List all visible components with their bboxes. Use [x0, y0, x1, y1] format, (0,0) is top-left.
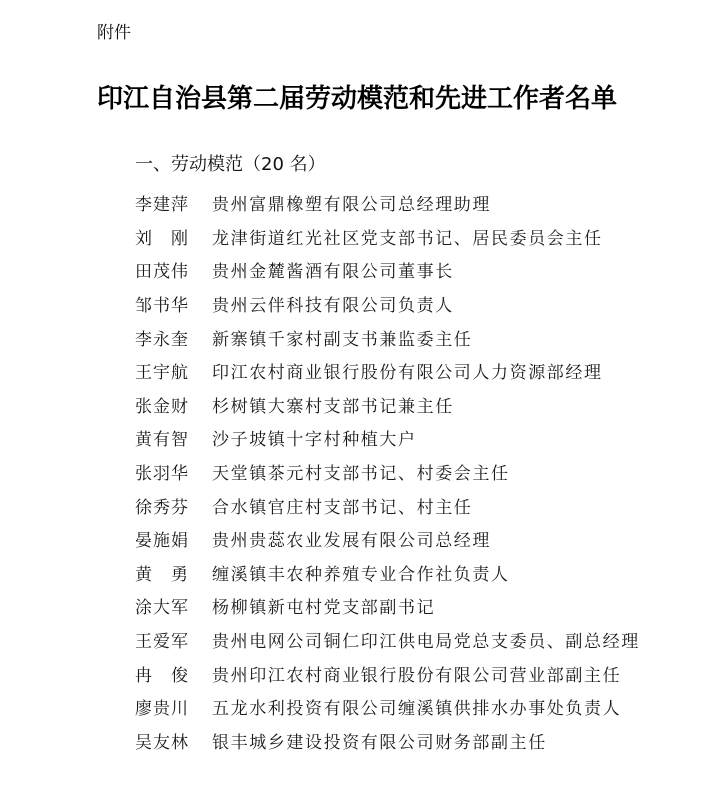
- honoree-unit: 天堂镇茶元村支部书记、村委会主任: [212, 464, 510, 485]
- list-item: [135, 589, 640, 623]
- honoree-name: 冉 俊: [135, 665, 189, 686]
- list-item: [135, 455, 640, 489]
- page-title: 印江自治县第二届劳动模范和先进工作者名单: [97, 84, 618, 114]
- list-item: [135, 220, 640, 254]
- honoree-name: 王宇航: [135, 363, 189, 384]
- list-item: [135, 724, 640, 758]
- honoree-name: 涂大军: [135, 598, 189, 619]
- honoree-name: 王爱军: [135, 632, 189, 653]
- list-item: [135, 320, 640, 354]
- honoree-unit: 龙津街道红光社区党支部书记、居民委员会主任: [212, 228, 603, 249]
- honoree-name: 晏施娟: [135, 531, 189, 552]
- list-item: [135, 488, 640, 522]
- honoree-unit: 杉树镇大寨村支部书记兼主任: [212, 396, 454, 417]
- list-item: [135, 556, 640, 590]
- list-item: [135, 186, 640, 220]
- honoree-name: 刘 刚: [135, 228, 189, 249]
- list-item: [135, 253, 640, 287]
- honoree-unit: 银丰城乡建设投资有限公司财务部副主任: [212, 732, 547, 753]
- honoree-unit: 五龙水利投资有限公司缠溪镇供排水办事处负责人: [212, 699, 622, 720]
- list-item: [135, 690, 640, 724]
- attachment-label: 附件: [97, 23, 131, 43]
- honoree-unit: 贵州贵蕊农业发展有限公司总经理: [212, 531, 491, 552]
- list-item: [135, 354, 640, 388]
- list-item: [135, 656, 640, 690]
- honoree-name: 李永奎: [135, 329, 189, 350]
- honoree-name: 张羽华: [135, 464, 189, 485]
- honoree-unit: 沙子坡镇十字村种植大户: [212, 430, 417, 451]
- list-item: [135, 287, 640, 321]
- honoree-name: 吴友林: [135, 732, 189, 753]
- honoree-unit: 合水镇官庄村支部书记、村主任: [212, 497, 473, 518]
- honoree-name: 田茂伟: [135, 262, 189, 283]
- honoree-unit: 杨柳镇新屯村党支部副书记: [212, 598, 436, 619]
- honoree-name: 黄 勇: [135, 564, 189, 585]
- honoree-unit: 印江农村商业银行股份有限公司人力资源部经理: [212, 363, 603, 384]
- honoree-unit: 贵州富鼎橡塑有限公司总经理助理: [212, 195, 491, 216]
- honoree-name: 张金财: [135, 396, 189, 417]
- honoree-unit: 贵州电网公司铜仁印江供电局党总支委员、副总经理: [212, 632, 640, 653]
- honoree-unit: 缠溪镇丰农种养殖专业合作社负责人: [212, 564, 510, 585]
- list-item: [135, 388, 640, 422]
- honoree-name: 廖贵川: [135, 699, 189, 720]
- honoree-list: [135, 186, 640, 757]
- honoree-unit: 贵州金麓酱酒有限公司董事长: [212, 262, 454, 283]
- honoree-name: 邹书华: [135, 296, 189, 317]
- section-heading: 一、劳动模范（20 名）: [135, 154, 326, 175]
- list-item: [135, 421, 640, 455]
- honoree-name: 李建萍: [135, 195, 189, 216]
- honoree-name: 徐秀芬: [135, 497, 189, 518]
- list-item: [135, 522, 640, 556]
- honoree-unit: 贵州云伴科技有限公司负责人: [212, 296, 454, 317]
- honoree-name: 黄有智: [135, 430, 189, 451]
- honoree-unit: 新寨镇千家村副支书兼监委主任: [212, 329, 473, 350]
- list-item: [135, 623, 640, 657]
- honoree-unit: 贵州印江农村商业银行股份有限公司营业部副主任: [212, 665, 622, 686]
